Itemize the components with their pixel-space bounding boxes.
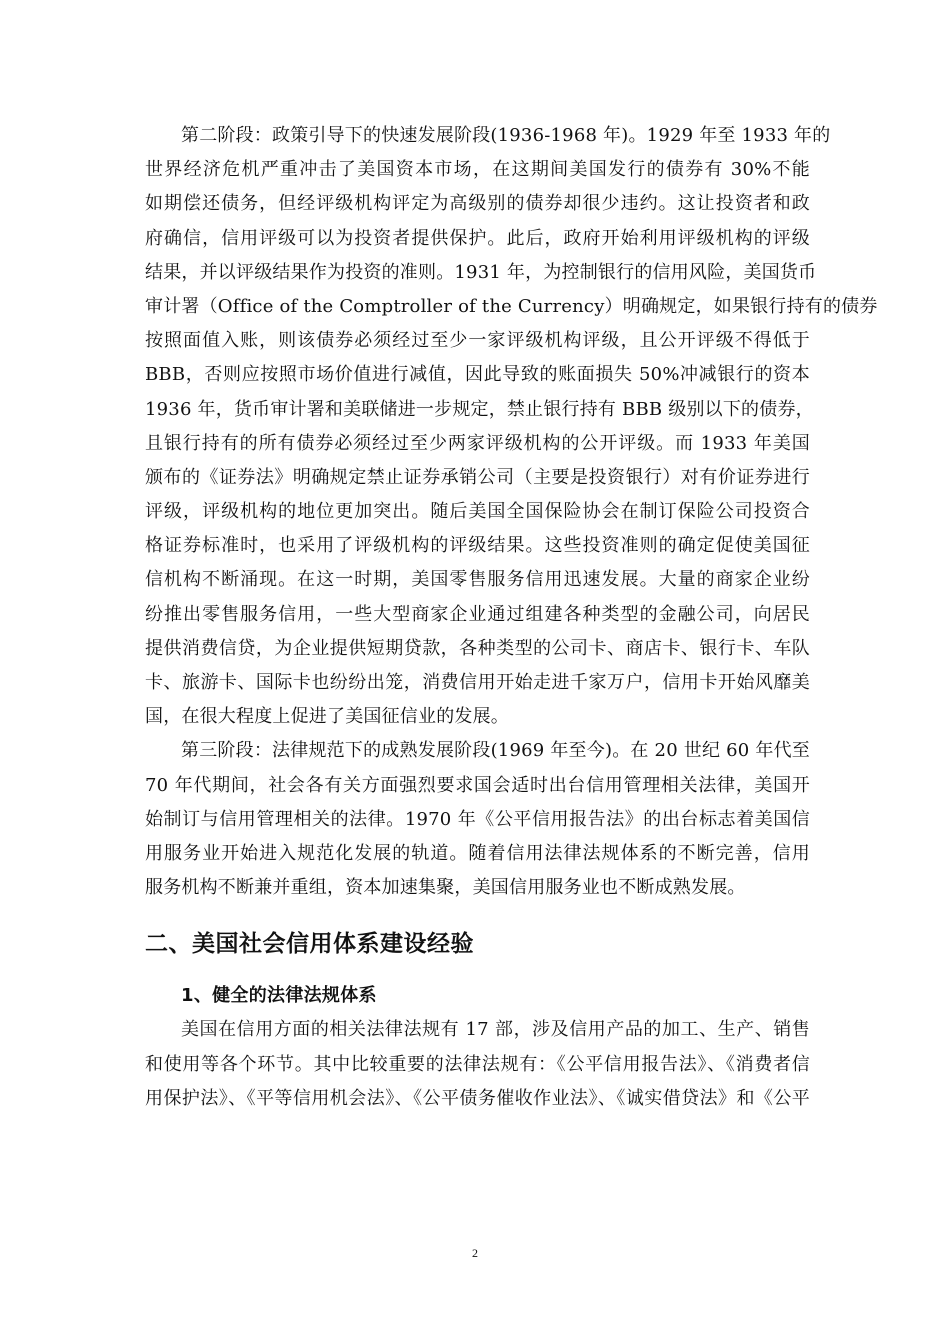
text-line: 始制订与信用管理相关的法律。1970 年《公平信用报告法》的出台标志着美国信 (145, 808, 810, 830)
text-line: 如期偿还债务，但经评级机构评定为高级别的债券却很少违约。这让投资者和政 (145, 193, 810, 215)
text-line: 信机构不断涌现。在这一时期，美国零售服务信用迅速发展。大量的商家企业纷 (145, 569, 810, 591)
text-line: 服务机构不断兼并重组，资本加速集聚，美国信用服务业也不断成熟发展。 (145, 877, 746, 899)
text-line: BBB，否则应按照市场价值进行减值，因此导致的账面损失 50%冲减银行的资本 (145, 364, 810, 386)
text-line: 且银行持有的所有债券必须经过至少两家评级机构的公开评级。而 1933 年美国 (145, 432, 810, 454)
document-body (145, 119, 878, 1116)
paragraph-laws (145, 1013, 810, 1116)
text-line: 用保护法》、《平等信用机会法》、《公平债务催收作业法》、《诚实借贷法》和《公平 (145, 1087, 810, 1109)
text-line: 卡、旅游卡、国际卡也纷纷出笼，消费信用开始走进千家万户，信用卡开始风靡美 (145, 672, 810, 693)
text-line: 和使用等各个环节。其中比较重要的法律法规有：《公平信用报告法》、《消费者信 (145, 1053, 810, 1075)
text-line: 按照面值入账，则该债券必须经过至少一家评级机构评级，且公开评级不得低于 (145, 330, 810, 352)
text-line: 提供消费信贷，为企业提供短期贷款，各种类型的公司卡、商店卡、银行卡、车队 (145, 637, 810, 659)
text-line: 评级，评级机构的地位更加突出。随后美国全国保险协会在制订保险公司投资合 (145, 501, 810, 523)
text-line: 1936 年，货币审计署和美联储进一步规定，禁止银行持有 BBB 级别以下的债券， (145, 398, 814, 420)
text-line: 纷推出零售服务信用，一些大型商家企业通过组建各种类型的金融公司，向居民 (145, 603, 810, 625)
text-line: 审计署（Office of the Comptroller of the Currency）明确规定，如果银行持有的债券 (145, 295, 878, 317)
text-line: 世界经济危机严重冲击了美国资本市场，在这期间美国发行的债券有 30%不能 (145, 159, 810, 181)
text-line: 美国在信用方面的相关法律法规有 17 部，涉及信用产品的加工、生产、销售 (181, 1019, 810, 1041)
text-line: 第二阶段：政策引导下的快速发展阶段(1936-1968 年)。1929 年至 1933 年的 (181, 125, 831, 146)
text-line: 府确信，信用评级可以为投资者提供保护。此后，政府开始利用评级机构的评级 (145, 227, 810, 249)
subsection-heading: 1、健全的法律法规体系 (181, 985, 377, 1007)
text-line: 颁布的《证券法》明确规定禁止证券承销公司（主要是投资银行）对有价证券进行 (145, 466, 810, 488)
text-line: 格证券标准时，也采用了评级机构的评级结果。这些投资准则的确定促使美国征 (145, 535, 810, 557)
paragraph-stage-2 (145, 119, 878, 734)
text-line: 第三阶段：法律规范下的成熟发展阶段(1969 年至今)。在 20 世纪 60 年代至 (181, 740, 810, 762)
text-line: 国，在很大程度上促进了美国征信业的发展。 (145, 706, 509, 728)
text-line: 70 年代期间，社会各有关方面强烈要求国会适时出台信用管理相关法律，美国开 (145, 774, 810, 796)
paragraph-stage-3 (145, 734, 810, 905)
text-line: 用服务业开始进入规范化发展的轨道。随着信用法律法规体系的不断完善，信用 (145, 842, 810, 864)
section-heading: 二、美国社会信用体系建设经验 (145, 931, 474, 958)
page-number: 2 (472, 1246, 478, 1260)
text-line: 结果，并以评级结果作为投资的准则。1931 年，为控制银行的信用风险，美国货币 (145, 261, 817, 283)
